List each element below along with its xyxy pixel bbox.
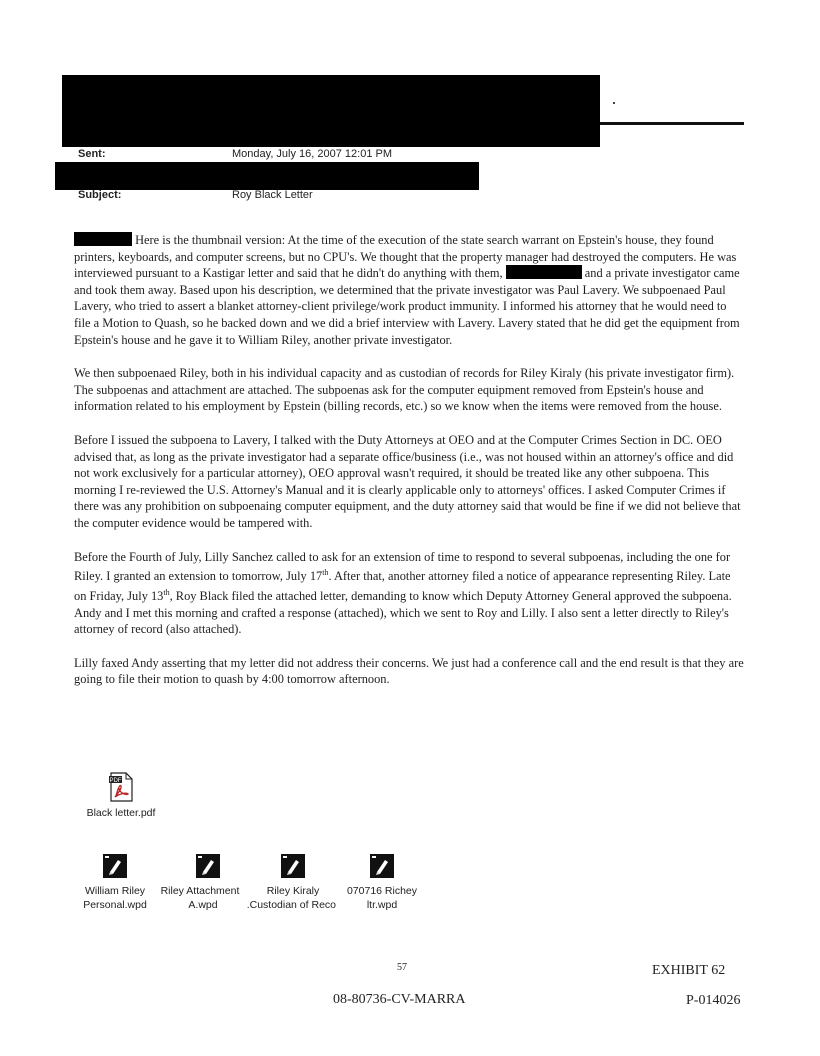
paragraph-4-text-b: . After that, another attorney filed a notice of appearance representing Riley. Late on Friday, July 13 bbox=[74, 569, 731, 603]
attachment-wpd[interactable] bbox=[76, 852, 154, 912]
header-rule bbox=[600, 122, 744, 125]
speck bbox=[613, 102, 615, 104]
redacted-name bbox=[506, 265, 582, 279]
paragraph-5: Lilly faxed Andy asserting that my letter did not address their concerns. We just had a conference call and the end result is that they are going to file their motion to quash by 4:00 tomorrow afternoon. bbox=[74, 655, 744, 687]
wordperfect-file-icon bbox=[194, 852, 222, 880]
attachment-wpd[interactable] bbox=[160, 852, 246, 912]
attachment-name-line1: Riley Kiraly bbox=[266, 885, 320, 897]
redacted-header-block bbox=[62, 75, 600, 147]
bates-number: P-014026 bbox=[686, 993, 741, 1008]
attachment-name-line1: Riley Attachment bbox=[160, 885, 240, 897]
paragraph-3: Before I issued the subpoena to Lavery, I talked with the Duty Attorneys at OEO and at the Computer Crimes Section in DC. OEO advised that, as long as the private investigator had a separate office/business (i.e., was not housed within an attorney's office and did not work exclusively for a particular attorney), OEO approval wasn't required, it should be treated like any other subpoena. This morning I re-reviewed the U.S. Attorney's Manual and it is clearly applicable only to attorneys' offices. I asked Computer Crimes if there was any prohibition on subpoenaing computer equipment, and the duty attorney said that would be fine if we did not believe that the computer evidence would be tampered with. bbox=[74, 432, 741, 530]
redacted-recipient-block bbox=[55, 162, 479, 190]
case-number: 08-80736-CV-MARRA bbox=[333, 992, 466, 1007]
wordperfect-file-icon bbox=[279, 852, 307, 880]
redacted-name bbox=[74, 232, 132, 246]
attachment-wpd[interactable] bbox=[246, 852, 336, 912]
ordinal-suffix: th bbox=[163, 587, 170, 597]
attachment-wpd[interactable] bbox=[340, 852, 424, 912]
subject-value: Roy Black Letter bbox=[232, 189, 313, 201]
attachment-name-line2: Personal.wpd bbox=[83, 899, 147, 911]
subject-label: Subject: bbox=[78, 189, 122, 201]
wordperfect-file-icon bbox=[101, 852, 129, 880]
paragraph-1-text-a: Here is the thumbnail version: At the time of the execution of the state search warrant on Epstein's house, they found printers, keyboards, and computer screens, but no CPU's. We thought that the property manager had destroyed the computers. He was interviewed pursuant to a Kastigar letter and said that he didn't do anything with them, bbox=[74, 233, 737, 281]
paragraph-1 bbox=[74, 232, 744, 348]
attachment-name-line1: 070716 Richey bbox=[346, 885, 418, 897]
pdf-file-icon bbox=[106, 772, 136, 802]
exhibit-label: EXHIBIT 62 bbox=[652, 963, 726, 978]
paragraph-1-text-b: and a private investigator came and took them away. Based upon his description, we determined that the private investigator was Paul Lavery. We subpoenaed Paul Lavery, who tried to assert a blanket attorney-client privilege/work product immunity. I informed his attorney that he would need to file a Motion to Quash, so he backed down and we did a brief interview with Lavery. Lavery stated that he did get the equipment from Epstein's house and he gave it to William Riley, another private investigator. bbox=[74, 266, 740, 347]
wordperfect-file-icon bbox=[368, 852, 396, 880]
attachment-name-line2: A.wpd bbox=[188, 899, 218, 911]
paragraph-4-text-a: Before the Fourth of July, Lilly Sanchez called to ask for an extension of time to respond to several subpoenas, including the one for Riley. I granted an extension to tomorrow, July 17 bbox=[74, 549, 731, 584]
email-body bbox=[74, 232, 744, 688]
sent-value: Monday, July 16, 2007 12:01 PM bbox=[232, 148, 393, 160]
attachment-name-line2: ltr.wpd bbox=[366, 899, 398, 911]
attachment-name-line1: William Riley bbox=[84, 885, 146, 897]
ordinal-suffix: th bbox=[322, 568, 329, 578]
paragraph-4 bbox=[74, 549, 744, 638]
svg-text:PDF: PDF bbox=[109, 778, 122, 784]
paragraph-4-text-c: , Roy Black filed the attached letter, demanding to know which Deputy Attorney General approved the subpoena. Andy and I met this morning and crafted a response (attached), which we sent to Roy and Lilly. I also sent a letter directly to Riley's attorney of record (also attached). bbox=[74, 588, 732, 637]
page-number: 57 bbox=[397, 962, 407, 973]
attachment-name-line2: Custodian of Reco. bbox=[246, 899, 336, 911]
sent-label: Sent: bbox=[78, 148, 106, 160]
attachment-pdf-label: Black letter.pdf bbox=[86, 807, 156, 819]
attachment-pdf[interactable] bbox=[66, 772, 176, 820]
paragraph-2: We then subpoenaed Riley, both in his individual capacity and as custodian of records for Riley Kiraly (his private investigator firm). The subpoenas and attachment are attached. The subpoenas ask for the computer equipment removed from Epstein's house and information related to his employment by Epstein (billing records, etc.) so we know when the items were removed from the house. bbox=[74, 366, 735, 414]
